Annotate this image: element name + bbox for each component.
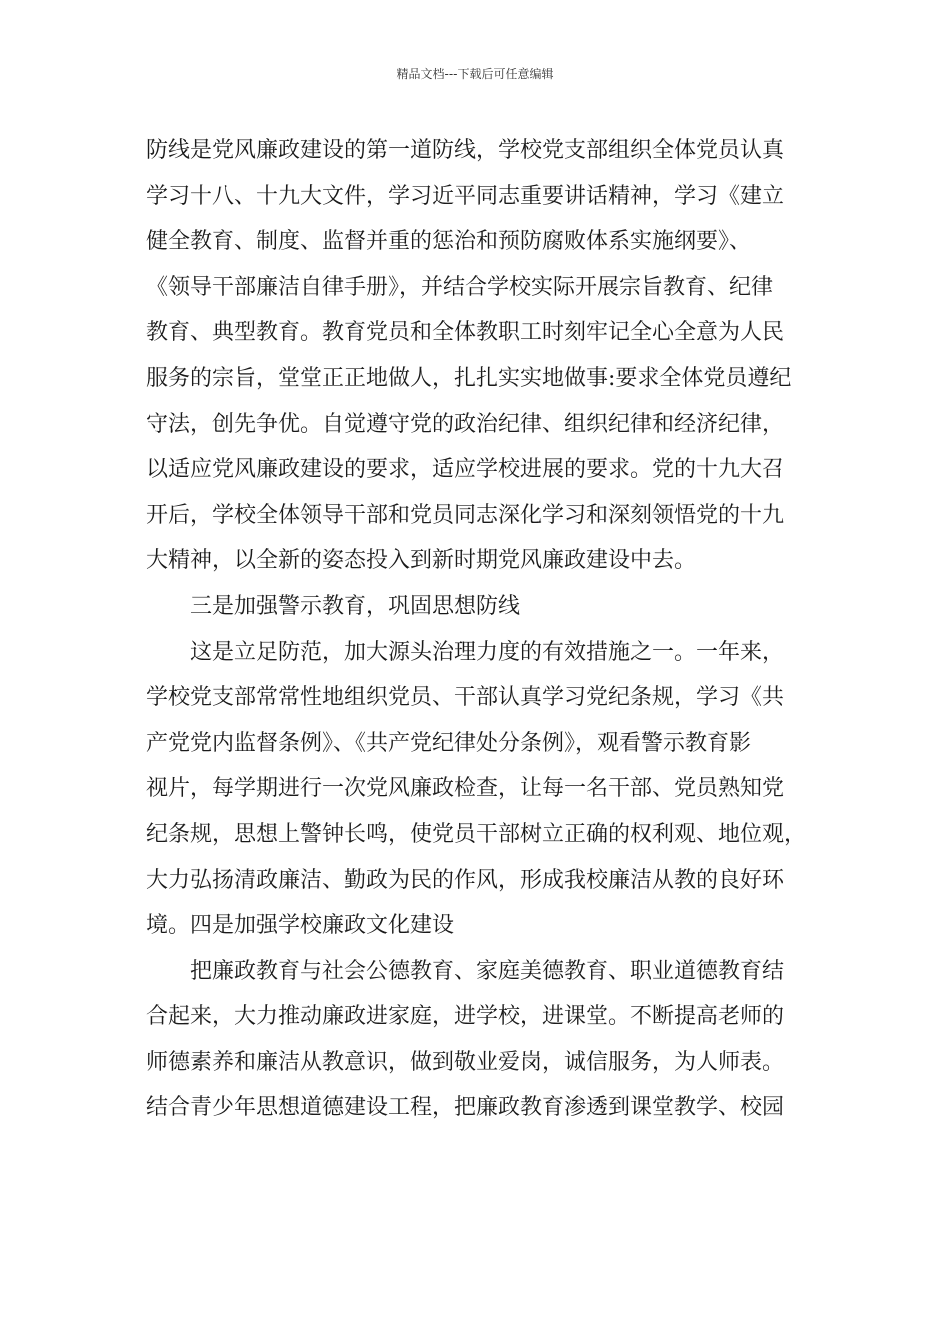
text-line: 《领导干部廉洁自律手册》，并结合学校实际开展宗旨教育、纪律 xyxy=(146,274,774,300)
text-line: 学习十八、十九大文件，学习近平同志重要讲话精神，学习《建立 xyxy=(146,183,785,209)
section-heading: 三是加强警示教育，巩固思想防线 xyxy=(190,593,521,619)
text-line: 师德素养和廉洁从教意识，做到敬业爱岗，诚信服务，为人师表。 xyxy=(146,1049,785,1075)
text-line: 学校党支部常常性地组织党员、干部认真学习党纪条规，学习《共 xyxy=(146,685,785,711)
text-line: 服务的宗旨，堂堂正正地做人，扎扎实实地做事:要求全体党员遵纪 xyxy=(146,365,792,391)
text-line: 防线是党风廉政建设的第一道防线，学校党支部组织全体党员认真 xyxy=(146,138,785,163)
text-line: 合起来，大力推动廉政进家庭，进学校，进课堂。不断提高老师的 xyxy=(146,1004,785,1030)
text-line: 纪条规，思想上警钟长鸣，使党员干部树立正确的权利观、地位观， xyxy=(146,821,807,847)
paragraph-start-line: 这是立足防范，加大源头治理力度的有效措施之一。一年来， xyxy=(190,639,785,665)
text-line: 大力弘扬清政廉洁、勤政为民的作风，形成我校廉洁从教的良好环 xyxy=(146,867,785,893)
text-line: 产党党内监督条例》、《共产党纪律处分条例》，观看警示教育影 xyxy=(146,730,752,756)
text-line: 结合青少年思想道德建设工程，把廉政教育渗透到课堂教学、校园 xyxy=(146,1095,785,1121)
text-line: 守法，创先争优。自觉遵守党的政治纪律、组织纪律和经济纪律， xyxy=(146,411,785,437)
paragraph-start-line: 把廉政教育与社会公德教育、家庭美德教育、职业道德教育结 xyxy=(190,958,785,984)
page-header: 精品文档---下载后可任意编辑 xyxy=(396,67,554,81)
text-line: 境。四是加强学校廉政文化建设 xyxy=(146,913,455,939)
text-line: 健全教育、制度、监督并重的惩治和预防腐败体系实施纲要》、 xyxy=(146,229,752,255)
text-line: 开后，学校全体领导干部和党员同志深化学习和深刻领悟党的十九 xyxy=(146,502,785,528)
text-line: 视片，每学期进行一次党风廉政检查，让每一名干部、党员熟知党 xyxy=(146,776,785,802)
text-line: 教育、典型教育。教育党员和全体教职工时刻牢记全心全意为人民 xyxy=(146,320,785,346)
text-line: 大精神，以全新的姿态投入到新时期党风廉政建设中去。 xyxy=(146,548,697,574)
text-line: 以适应党风廉政建设的要求，适应学校进展的要求。党的十九大召 xyxy=(146,457,785,483)
body-text xyxy=(146,128,826,1131)
